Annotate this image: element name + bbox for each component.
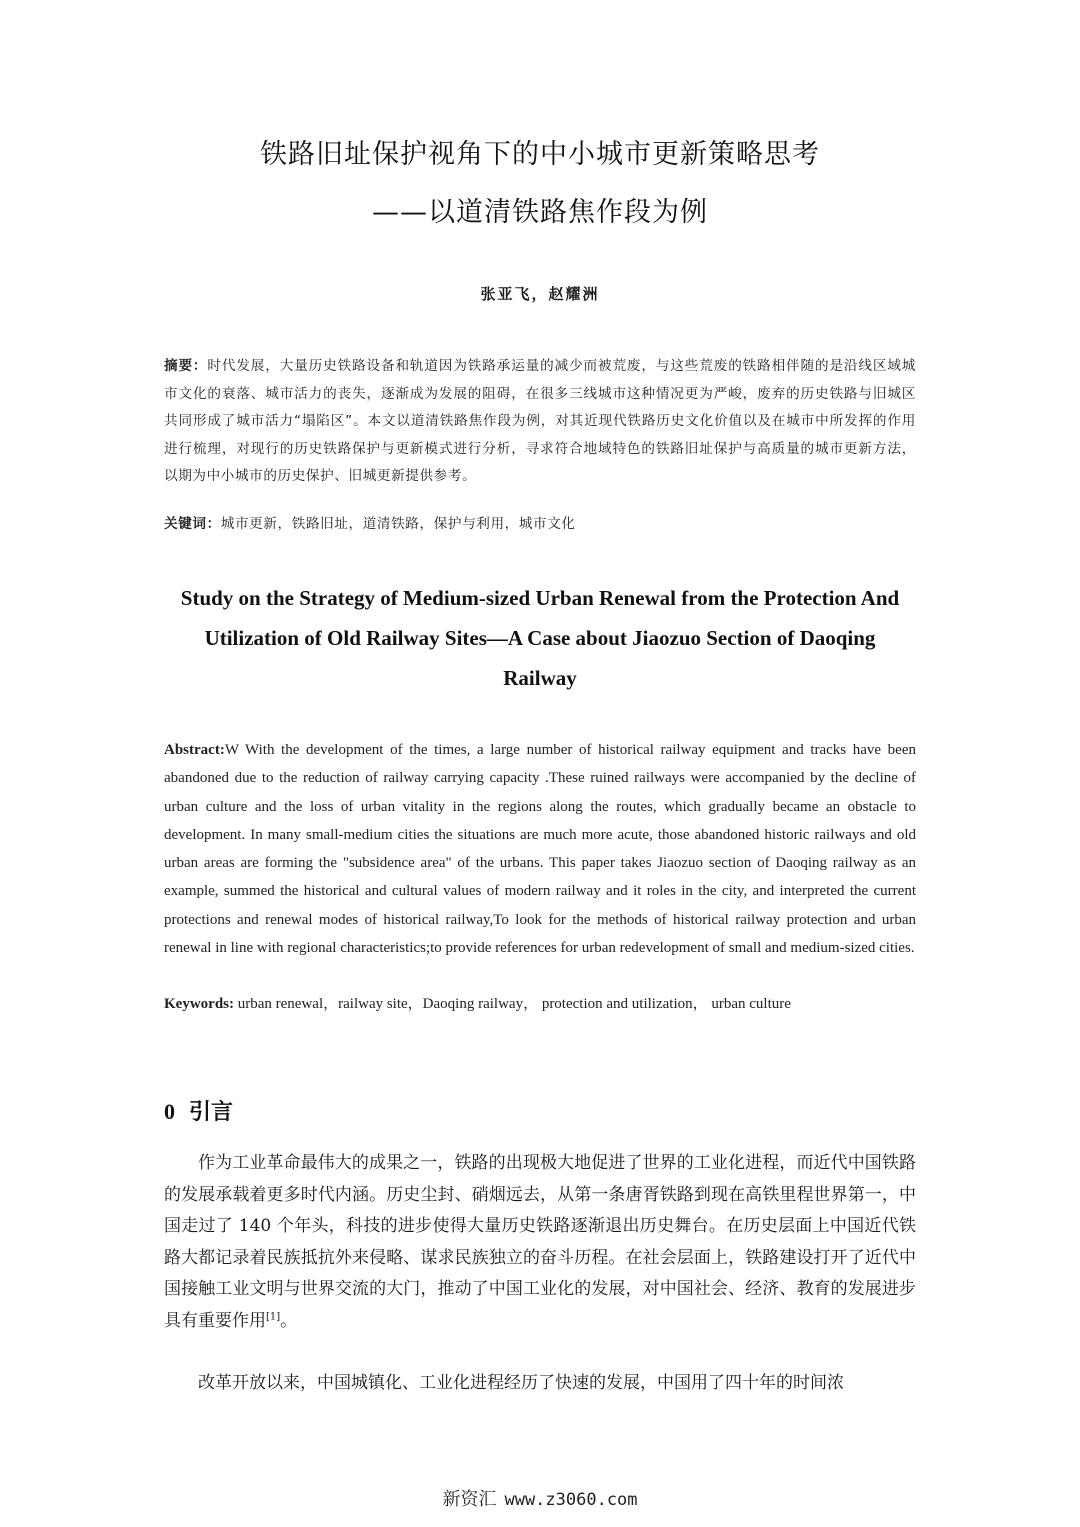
footer-site-name: 新资汇: [442, 1489, 497, 1510]
section-title: 引言: [189, 1100, 234, 1125]
body-paragraph-2: 改革开放以来，中国城镇化、工业化进程经历了快速的发展，中国用了四十年的时间浓: [198, 1373, 844, 1393]
body-paragraph-1: [164, 1148, 916, 1337]
authors: 张亚飞，赵耀洲: [480, 285, 600, 303]
chinese-abstract: [164, 353, 916, 491]
english-abstract: [164, 736, 916, 962]
english-title: [150, 578, 930, 698]
page-footer: [0, 1485, 1080, 1511]
citation-ref[interactable]: [1]: [266, 1310, 281, 1322]
footer-url[interactable]: www.z3060.com: [504, 1490, 638, 1510]
chinese-title-line-2: ——以道清铁路焦作段为例: [372, 197, 708, 228]
english-keywords-label: Keywords:: [164, 996, 234, 1012]
chinese-abstract-label: 摘要：: [164, 358, 208, 374]
english-title-line-2: Utilization of Old Railway Sites—A Case about Jiaozuo Section of Daoqing: [204, 626, 876, 650]
chinese-abstract-text: 时代发展，大量历史铁路设备和轨道因为铁路承运量的减少而被荒废，与这些荒废的铁路相伴随的是沿线区域城市文化的衰落、城市活力的丧失，逐渐成为发展的阻碍，在很多三线城市这种情况更为严峻，废弃的历史铁路与旧城区共同形成了城市活力“塌陷区”。本文以道清铁路焦作段为例，对其近现代铁路历史文化价值以及在城市中所发挥的作用进行梳理，对现行的历史铁路保护与更新模式进行分析，寻求符合地域特色的铁路旧址保护与高质量的城市更新方法，以期为中小城市的历史保护、旧城更新提供参考。: [164, 358, 916, 484]
chinese-keywords-label: 关键词：: [164, 516, 221, 532]
section-heading: [164, 1095, 233, 1126]
english-title-line-1: Study on the Strategy of Medium-sized Urban Renewal from the Protection And: [180, 586, 900, 610]
english-abstract-label: Abstract:: [164, 742, 225, 758]
english-keywords-text: urban renewal，railway site，Daoqing railway， protection and utilization， urban culture: [234, 996, 791, 1012]
english-keywords: [164, 992, 916, 1016]
section-number: 0: [164, 1099, 175, 1124]
english-title-line-3: Railway: [503, 666, 577, 690]
body-paragraph-1-end: 。: [280, 1310, 298, 1331]
chinese-keywords-text: 城市更新，铁路旧址，道清铁路，保护与利用，城市文化: [220, 516, 576, 532]
chinese-title-line-1: 铁路旧址保护视角下的中小城市更新策略思考: [260, 139, 820, 170]
body-paragraph-1-text: 作为工业革命最伟大的成果之一，铁路的出现极大地促进了世界的工业化进程，而近代中国铁路的发展承载着更多时代内涵。历史尘封、硝烟远去，从第一条唐胥铁路到现在高铁里程世界第一，中国走过了 140 个年头，科技的进步使得大量历史铁路逐渐退出历史舞台。在历史层面上中国近代铁路大都记录着民族抵抗外来侵略、谋求民族独立的奋斗历程。在社会层面上，铁路建设打开了近代中国接触工业文明与世界交流的大门，推动了中国工业化的发展，对中国社会、经济、教育的发展进步具有重要作用: [164, 1153, 916, 1331]
english-abstract-text: W With the development of the times, a large number of historical railway equipment and tracks have been abandoned due to the reduction of railway carrying capacity .These ruined railways were accompanied by the decline of urban culture and the loss of urban vitality in the regions along the routes, which gradually became an obstacle to development. In many small-medium cities the situations are much more acute, those abandoned historic railways and old urban areas are forming the "subsidence area" of the urbans. This paper takes Jiaozuo section of Daoqing railway as an example, summed the historical and cultural values of modern railway and it roles in the city, and interpreted the current protections and renewal modes of historical railway,To look for the methods of historical railway protection and urban renewal in line with regional characteristics;to provide references for urban redevelopment of small and medium-sized cities.: [164, 742, 916, 957]
chinese-keywords: [164, 513, 916, 535]
